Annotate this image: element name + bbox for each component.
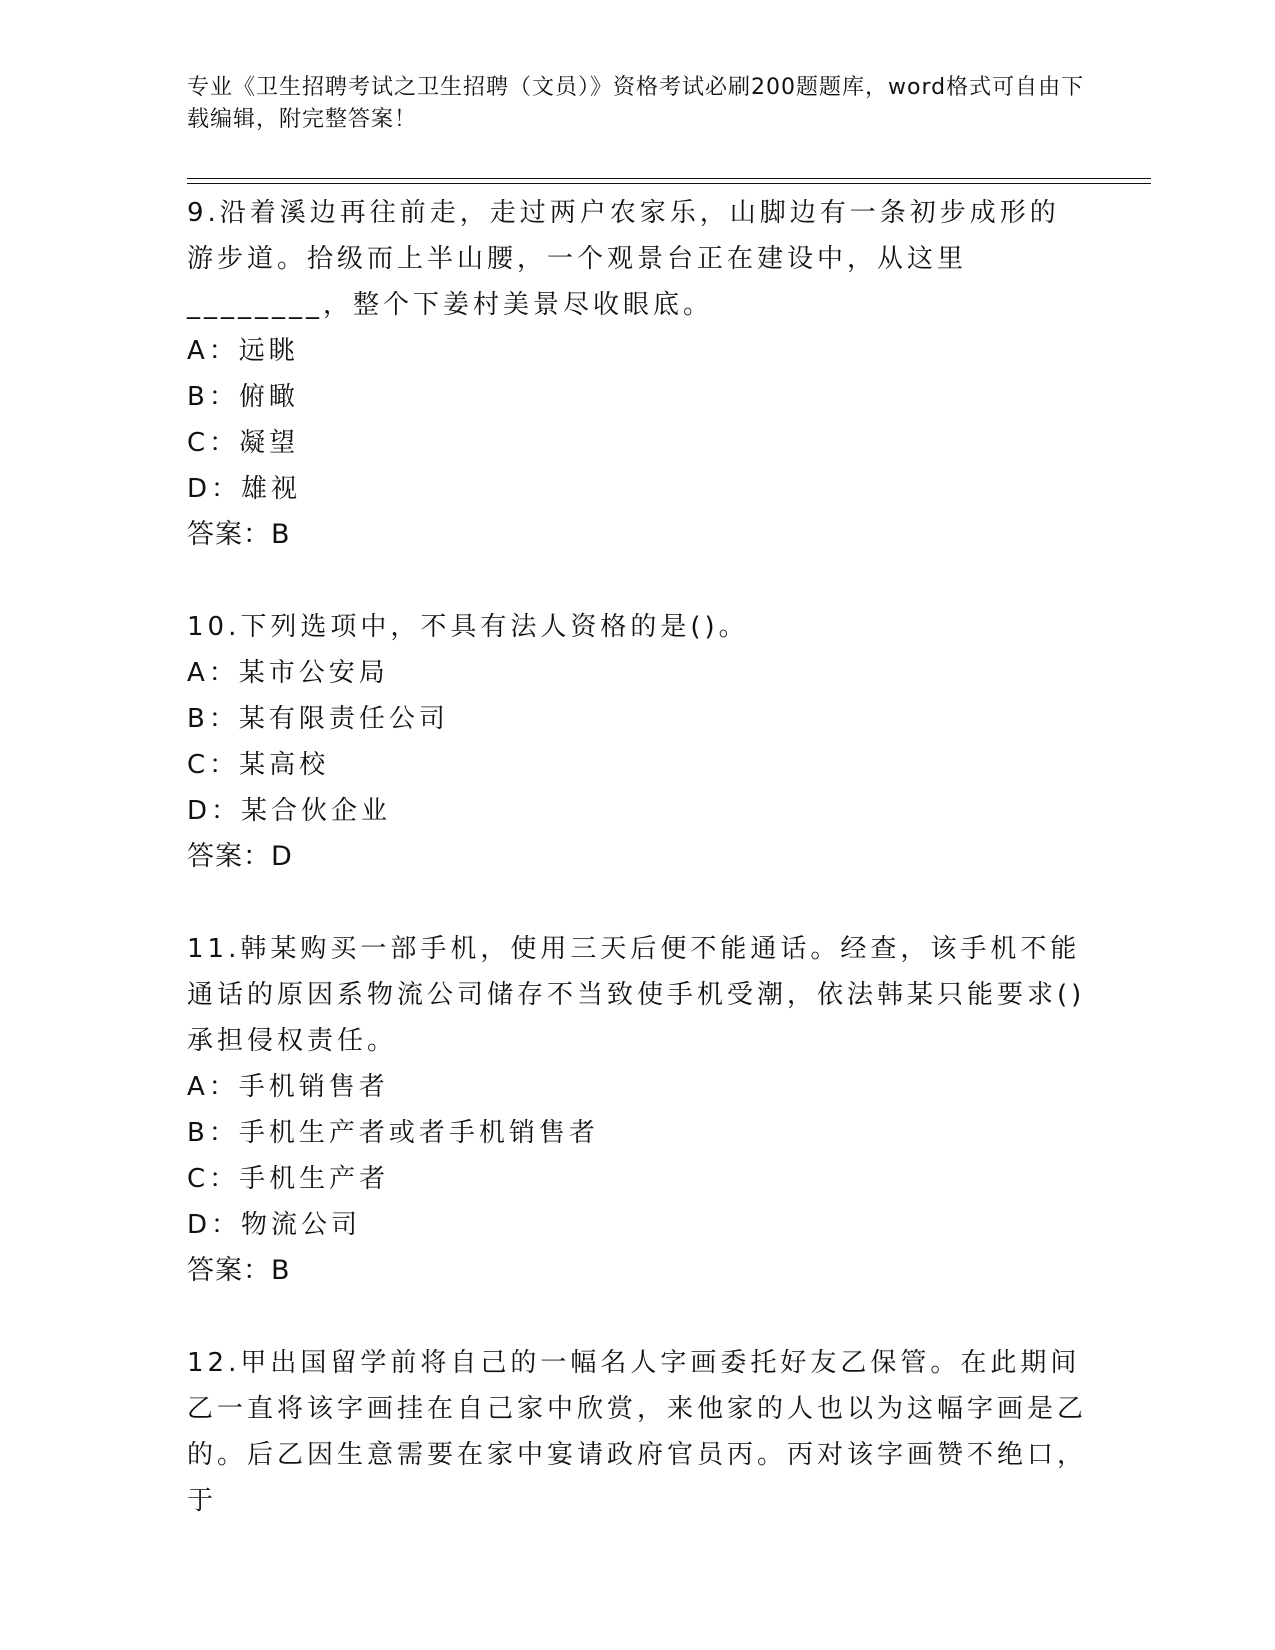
- option-d: D：物流公司: [187, 1210, 362, 1240]
- answer: 答案：B: [187, 519, 291, 550]
- question-11: [187, 926, 1087, 1294]
- question-text: 10.下列选项中，不具有法人资格的是()。: [187, 612, 749, 642]
- question-list: [187, 190, 1087, 1524]
- option-a: A：某市公安局: [187, 658, 389, 688]
- option-d: D：某合伙企业: [187, 796, 392, 826]
- question-text: 12.甲出国留学前将自己的一幅名人字画委托好友乙保管。在此期间乙一直将该字画挂在自己家中欣赏，来他家的人也以为这幅字画是乙的。后乙因生意需要在家中宴请政府官员丙。丙对该字画赞不绝口，于: [187, 1348, 1088, 1516]
- option-b: B：某有限责任公司: [187, 704, 449, 734]
- header-divider-top: [187, 178, 1151, 179]
- option-c: C：某高校: [187, 750, 330, 780]
- question-text: 11.韩某购买一部手机，使用三天后便不能通话。经查，该手机不能通话的原因系物流公司储存不当致使手机受潮，依法韩某只能要求()承担侵权责任。: [187, 934, 1086, 1056]
- option-c: C：手机生产者: [187, 1164, 390, 1194]
- spacer: [187, 880, 1087, 926]
- option-a: A：远眺: [187, 336, 299, 366]
- option-b: B：手机生产者或者手机销售者: [187, 1118, 599, 1148]
- answer: 答案：D: [187, 841, 293, 872]
- question-12: [187, 1340, 1087, 1524]
- answer: 答案：B: [187, 1255, 291, 1286]
- spacer: [187, 558, 1087, 604]
- question-10: [187, 604, 1087, 880]
- question-9: [187, 190, 1087, 558]
- option-c: C：凝望: [187, 428, 300, 458]
- option-b: B：俯瞰: [187, 382, 299, 412]
- option-d: D：雄视: [187, 474, 302, 504]
- header-divider-bottom: [187, 183, 1151, 184]
- document-header: 专业《卫生招聘考试之卫生招聘（文员）》资格考试必刷200题题库，word格式可自由下载编辑，附完整答案！: [187, 75, 1085, 132]
- question-text: 9.沿着溪边再往前走，走过两户农家乐，山脚边有一条初步成形的游步道。拾级而上半山腰，一个观景台正在建设中，从这里________，整个下姜村美景尽收眼底。: [187, 198, 1060, 320]
- option-a: A：手机销售者: [187, 1072, 389, 1102]
- spacer: [187, 1294, 1087, 1340]
